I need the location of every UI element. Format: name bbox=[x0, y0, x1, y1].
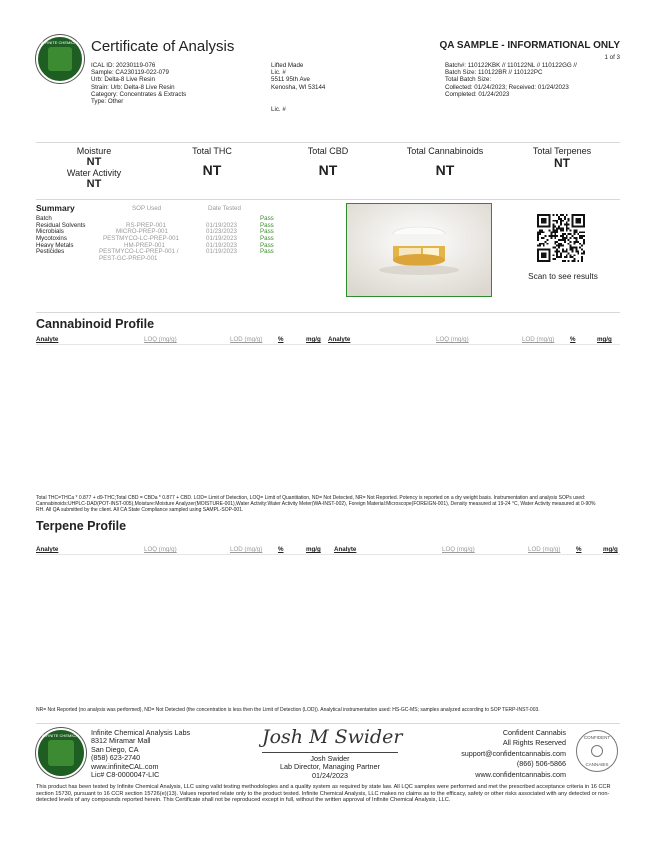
lab-info bbox=[91, 729, 190, 779]
thc-label: Total THC bbox=[192, 146, 232, 156]
summary-row: Batch Pass bbox=[36, 215, 274, 222]
metric-total-thc bbox=[162, 146, 262, 178]
summary-row: Mycotoxins PESTMYCO-LC-PREP-001 01/19/2023 Pass bbox=[36, 235, 274, 243]
moisture-value: NT bbox=[86, 156, 102, 168]
client-name: Lifted Made bbox=[271, 62, 304, 69]
water-activity-label: Water Activity bbox=[66, 168, 122, 178]
summary-row: Heavy Metals HM-PREP-001 01/19/2023 Pass bbox=[36, 241, 274, 249]
lab-city: San Diego, CA bbox=[91, 744, 139, 754]
type: Type: Other bbox=[91, 98, 124, 106]
product-photo bbox=[346, 203, 492, 297]
signatory bbox=[262, 755, 398, 780]
cbd-label: Total CBD bbox=[307, 146, 349, 156]
cannabinoids-value: NT bbox=[435, 162, 455, 178]
page-title: Certificate of Analysis bbox=[91, 38, 235, 55]
ical-id: ICAL ID: 20230119-076 bbox=[91, 62, 156, 69]
jar-image bbox=[347, 204, 491, 296]
sop-header: SOP Used bbox=[132, 205, 162, 212]
confident-seal-bottom: CANNABIS bbox=[585, 762, 609, 767]
qr-code[interactable] bbox=[537, 214, 585, 262]
sample-info bbox=[91, 62, 186, 105]
cc-email[interactable]: support@confidentcannabis.com bbox=[461, 748, 566, 758]
lab-phone: (858) 623-2740 bbox=[91, 753, 141, 763]
client-info bbox=[271, 62, 325, 91]
terpene-footnote: NR= Not Reported (no analysis was performed), ND= Not Detected (the concentration is less then the Limit of Detection (LOD)). Analytical instrumentation used: HS-GC-MS; samples analyzed according to SOP TERP-INST-003. bbox=[36, 707, 540, 713]
client-city: Kenosha, WI 53144 bbox=[271, 83, 326, 91]
terpene-title: Terpene Profile bbox=[36, 519, 127, 533]
signatory-role: Lab Director, Managing Partner bbox=[280, 762, 380, 772]
metric-moisture bbox=[44, 146, 144, 190]
disclaimer: This product has been tested by Infinite Chemical Analysis, LLC using valid testing methodologies and a quality system as required by state law. All LQC samples were performed and met the prescribed acceptance criteria in 16 CCR section 15730, pursuant to 16 CCR section 15726(e)(13). Values reported relate only to the product tested. Infinite Chemical Analysis, LLC makes no claims as to the efficacy, safety or other risks associated with any detected or non-detected levels of any compounds reported herein. This Certificate shall not be reproduced except in full, without the written approval of Infinite Chemical Analysis, LLC. bbox=[36, 784, 611, 804]
page-number: 1 of 3 bbox=[604, 54, 620, 61]
terpenes-value: NT bbox=[554, 156, 570, 170]
confident-seal-logo bbox=[576, 730, 618, 772]
summary-row: Residual Solvents RS-PREP-001 01/19/2023 Pass bbox=[36, 221, 274, 229]
lab-seal-footer-logo bbox=[36, 728, 86, 778]
date-header: Date Tested bbox=[208, 205, 241, 212]
qr-caption: Scan to see results bbox=[528, 272, 598, 281]
summary-table bbox=[36, 215, 306, 262]
sample-id: Sample: CA230119-022-079 bbox=[91, 69, 169, 77]
summary-title: Summary bbox=[36, 203, 75, 213]
strain: Strain: Urb: Delta-8 Live Resin bbox=[91, 83, 175, 91]
total-batch-size: Total Batch Size: bbox=[445, 76, 492, 84]
cc-phone: (866) 506-5866 bbox=[516, 759, 566, 769]
lab-website: www.infiniteCAL.com bbox=[91, 761, 159, 771]
metric-total-cbd bbox=[278, 146, 378, 178]
lab-seal-logo bbox=[36, 35, 84, 83]
moisture-label: Moisture bbox=[76, 146, 112, 156]
summary-row: PEST-GC-PREP-001 bbox=[99, 255, 158, 263]
terpenes-label: Total Terpenes bbox=[532, 146, 592, 156]
metric-total-cannabinoids bbox=[390, 146, 500, 178]
summary-row: Pesticides PESTMYCO-LC-PREP-001 / 01/19/2023 Pass bbox=[36, 248, 274, 256]
lab-name: Infinite Chemical Analysis Labs bbox=[91, 728, 191, 737]
thc-value: NT bbox=[202, 162, 222, 178]
qr-icon bbox=[537, 214, 585, 262]
batch-info bbox=[445, 62, 577, 98]
confident-info bbox=[440, 729, 566, 779]
batch-size: Batch Size: 110122BR // 110122PC bbox=[445, 69, 543, 77]
cc-name: Confident Cannabis bbox=[502, 728, 566, 737]
signature-image: Josh M Swider bbox=[262, 726, 403, 748]
client-street: 5511 95th Ave bbox=[271, 76, 310, 84]
lab-license: Lic# C8-0000047-LIC bbox=[91, 770, 160, 780]
seal-text: INFINITE CHEMICAL bbox=[40, 39, 80, 45]
metric-total-terpenes bbox=[512, 146, 612, 170]
summary-row: Microbials MICRO-PREP-001 01/23/2023 Pass bbox=[36, 228, 274, 236]
lab-street: 8312 Miramar Mall bbox=[91, 736, 151, 746]
confident-seal-top: CONFIDENT bbox=[583, 735, 611, 740]
cbd-value: NT bbox=[318, 162, 338, 178]
client-lic-2: Lic. # bbox=[271, 106, 286, 113]
signatory-name: Josh Swider bbox=[310, 754, 350, 763]
cannabinoids-label: Total Cannabinoids bbox=[406, 146, 484, 156]
cannabinoid-title: Cannabinoid Profile bbox=[36, 317, 155, 331]
signature-date: 01/24/2023 bbox=[312, 770, 348, 780]
client-lic: Lic. # bbox=[271, 69, 286, 77]
collected-received: Collected: 01/24/2023; Received: 01/24/2023 bbox=[445, 83, 569, 91]
qa-banner: QA SAMPLE - INFORMATIONAL ONLY bbox=[439, 40, 620, 51]
completed: Completed: 01/24/2023 bbox=[445, 90, 510, 98]
category: Category: Concentrates & Extracts bbox=[91, 90, 187, 98]
water-activity-value: NT bbox=[86, 178, 102, 190]
batch-number: Batch#: 110122KBK // 110122NL // 110122GG // bbox=[445, 62, 577, 69]
cc-website[interactable]: www.confidentcannabis.com bbox=[475, 769, 566, 779]
seal-text-footer: INFINITE CHEMICAL bbox=[41, 732, 81, 738]
sample-name: Urb: Delta-8 Live Resin bbox=[91, 76, 155, 84]
cc-rights: All Rights Reserved bbox=[502, 738, 566, 748]
cannabinoid-footnote: Total THC=THCa * 0.877 + d9-THC;Total CBD = CBDa * 0.877 + CBD. LOD= Limit of Detection, LOQ= Limit of Quantitation, ND= Not Detected, NR= Not Reported. Potency is reported on a dry weight basis. Instrumentation and analysis SOPs used: Cannabinoids:UHPLC-DAD(POT-INST-005),Moisture:Moisture Analyzer(MOISTURE-001),Water Activity:Water Activity Meter(WA-INST-002), Foreign Material:Microscope(FOREIGN-001), Density measured at 19-24 °C, Water Activity measured at 0-90% RH. All QA submitted by the client. All CA State Compliance sampled using SAMPL-SOP-001. bbox=[36, 495, 596, 513]
